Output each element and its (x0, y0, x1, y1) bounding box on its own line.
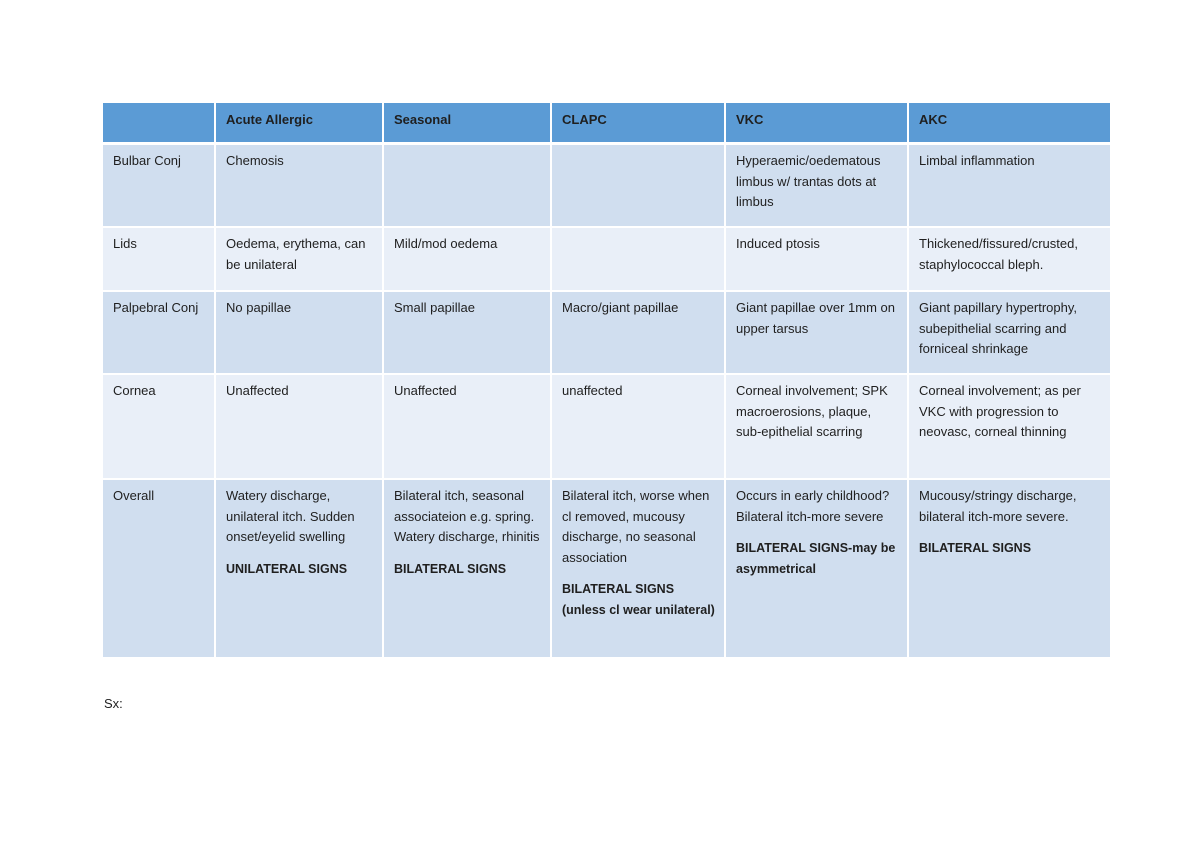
table-cell (216, 480, 384, 659)
table-header-row (103, 103, 1110, 145)
header-corner-cell (103, 103, 216, 145)
table-cell: Small papillae (384, 292, 552, 375)
table-row-bulbar-conj (103, 145, 1110, 228)
table-cell: Corneal involvement; SPK macroerosions, plaque, sub-epithelial scarring (726, 375, 909, 480)
table-cell: unaffected (552, 375, 726, 480)
signs-note: BILATERAL SIGNS-may be asymmetrical (736, 541, 896, 576)
table-row-palpebral-conj (103, 292, 1110, 375)
header-vkc: VKC (726, 103, 909, 145)
table-cell: Unaffected (384, 375, 552, 480)
table-cell (552, 480, 726, 659)
cell-text: Watery discharge, unilateral itch. Sudden onset/eyelid swelling (226, 488, 355, 544)
table-cell (384, 480, 552, 659)
row-label: Overall (103, 480, 216, 659)
table-cell (552, 228, 726, 292)
signs-note: BILATERAL SIGNS (919, 541, 1032, 555)
table-cell: Oedema, erythema, can be unilateral (216, 228, 384, 292)
header-akc: AKC (909, 103, 1110, 145)
table-cell: Giant papillae over 1mm on upper tarsus (726, 292, 909, 375)
table-cell: Hyperaemic/oedematous limbus w/ trantas dots at limbus (726, 145, 909, 228)
table-cell (909, 480, 1110, 659)
table-cell: Macro/giant papillae (552, 292, 726, 375)
table-row-cornea (103, 375, 1110, 480)
signs-note: UNILATERAL SIGNS (226, 561, 348, 576)
header-clapc: CLAPC (552, 103, 726, 145)
table-cell: Mild/mod oedema (384, 228, 552, 292)
table-cell (726, 480, 909, 659)
table-cell: Giant papillary hypertrophy, subepithelial scarring and forniceal shrinkage (909, 292, 1110, 375)
cell-text: Occurs in early childhood? Bilateral itch-more severe (736, 488, 890, 524)
table-row-overall (103, 480, 1110, 659)
row-label: Palpebral Conj (103, 292, 216, 375)
signs-note: BILATERAL SIGNS (394, 561, 507, 576)
table-cell: Limbal inflammation (909, 145, 1110, 228)
allergic-conjunctivitis-comparison-table (103, 103, 1110, 659)
sx-label: Sx: (104, 696, 123, 711)
row-label: Cornea (103, 375, 216, 480)
table-cell: Chemosis (216, 145, 384, 228)
table-cell: No papillae (216, 292, 384, 375)
table-cell: Induced ptosis (726, 228, 909, 292)
signs-note: BILATERAL SIGNS (unless cl wear unilateral) (562, 582, 715, 617)
cell-text: Mucousy/stringy discharge, bilateral itch-more severe. (919, 488, 1077, 524)
table-cell: Thickened/fissured/crusted, staphylococcal bleph. (909, 228, 1110, 292)
row-label: Bulbar Conj (103, 145, 216, 228)
row-label: Lids (103, 228, 216, 292)
cell-text: Bilateral itch, worse when cl removed, mucousy discharge, no seasonal association (562, 488, 710, 565)
table-cell (384, 145, 552, 228)
header-acute-allergic: Acute Allergic (216, 103, 384, 145)
table-row-lids (103, 228, 1110, 292)
cell-text: Bilateral itch, seasonal associateion e.g. spring. Watery discharge, rhinitis (394, 488, 540, 544)
table-cell: Corneal involvement; as per VKC with progression to neovasc, corneal thinning (909, 375, 1110, 480)
table-cell: Unaffected (216, 375, 384, 480)
header-seasonal: Seasonal (384, 103, 552, 145)
table-cell (552, 145, 726, 228)
